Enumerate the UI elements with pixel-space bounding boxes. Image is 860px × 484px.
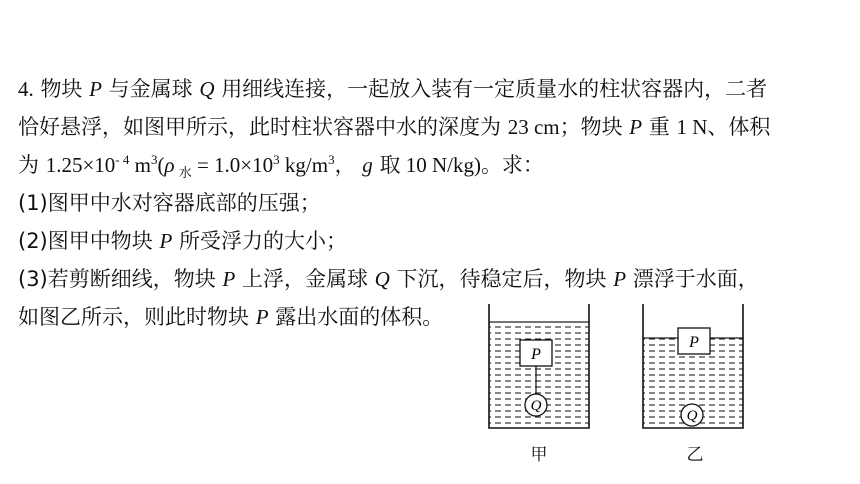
question-2 bbox=[18, 222, 848, 260]
problem-line-1 bbox=[18, 70, 848, 108]
question-1-text: (1)图甲中水对容器底部的压强； bbox=[18, 191, 321, 215]
var-q: Q bbox=[374, 267, 390, 291]
volume-unit: m bbox=[129, 153, 151, 177]
var-p: P bbox=[89, 77, 102, 101]
density-value: = 1.0×10 bbox=[191, 153, 274, 177]
text: 露出水面的体积。 bbox=[275, 305, 444, 329]
question-3-line-1 bbox=[18, 260, 848, 298]
figure-jia-label: 甲 bbox=[530, 445, 548, 465]
text: 所受浮力的大小； bbox=[178, 229, 347, 253]
text: 。求： bbox=[480, 153, 544, 177]
unit-exponent: 3 bbox=[328, 152, 335, 167]
rho-symbol: ρ bbox=[164, 153, 175, 177]
var-p: P bbox=[159, 229, 173, 253]
density-unit: kg/m bbox=[279, 153, 329, 177]
text: ， bbox=[334, 153, 356, 177]
weight-value: 1 N bbox=[676, 115, 708, 139]
text: 为 bbox=[18, 153, 39, 177]
volume-value: 1.25×10 bbox=[45, 153, 116, 177]
figure-yi-label: 乙 bbox=[686, 445, 704, 465]
water-subscript: 水 bbox=[174, 166, 192, 182]
text: 如图乙所示，则此时物块 bbox=[18, 305, 249, 329]
var-p: P bbox=[255, 305, 269, 329]
g-value: 10 N/kg) bbox=[400, 153, 481, 177]
unit-exponent: 3 bbox=[150, 152, 158, 167]
text: 恰好悬浮，如图甲所示，此时柱状容器中水的深度为 bbox=[18, 115, 501, 139]
text: 物块 bbox=[40, 77, 83, 101]
depth-value: 23 cm bbox=[507, 115, 560, 139]
text: 取 bbox=[379, 153, 401, 177]
var-q: Q bbox=[199, 77, 215, 101]
text: 下沉，待稳定后，物块 bbox=[396, 267, 607, 291]
text: ；物块 bbox=[559, 115, 623, 139]
var-p: P bbox=[613, 267, 627, 291]
var-p: P bbox=[222, 267, 236, 291]
block-p-label: P bbox=[689, 334, 699, 351]
problem-line-2 bbox=[18, 108, 848, 146]
var-p: P bbox=[629, 115, 643, 139]
ball-q-label: Q bbox=[530, 398, 542, 414]
figure-jia bbox=[484, 300, 594, 465]
text: 上浮，金属球 bbox=[241, 267, 368, 291]
density-exponent: 3 bbox=[273, 152, 280, 167]
ball-q-label: Q bbox=[686, 408, 698, 424]
problem-text bbox=[18, 70, 848, 336]
paren-open: ( bbox=[157, 153, 165, 177]
text: (3)若剪断细线，物块 bbox=[18, 267, 216, 291]
container-diagram-yi bbox=[638, 300, 748, 432]
text: 与金属球 bbox=[108, 77, 193, 101]
text: 、体积 bbox=[707, 115, 771, 139]
text: (2)图甲中物块 bbox=[18, 229, 153, 253]
figure-yi bbox=[638, 300, 748, 465]
problem-number: 4. bbox=[18, 77, 34, 101]
problem-line-3 bbox=[18, 146, 848, 184]
text: 用细线连接，一起放入装有一定质量水的柱状容器内，二者 bbox=[221, 77, 768, 101]
var-g: g bbox=[362, 153, 373, 177]
volume-exponent: - 4 bbox=[115, 152, 130, 167]
text: 重 bbox=[648, 115, 670, 139]
text: 漂浮于水面， bbox=[632, 267, 759, 291]
container-diagram-jia bbox=[484, 300, 594, 432]
block-p-label: P bbox=[531, 346, 541, 363]
question-1 bbox=[18, 184, 848, 222]
